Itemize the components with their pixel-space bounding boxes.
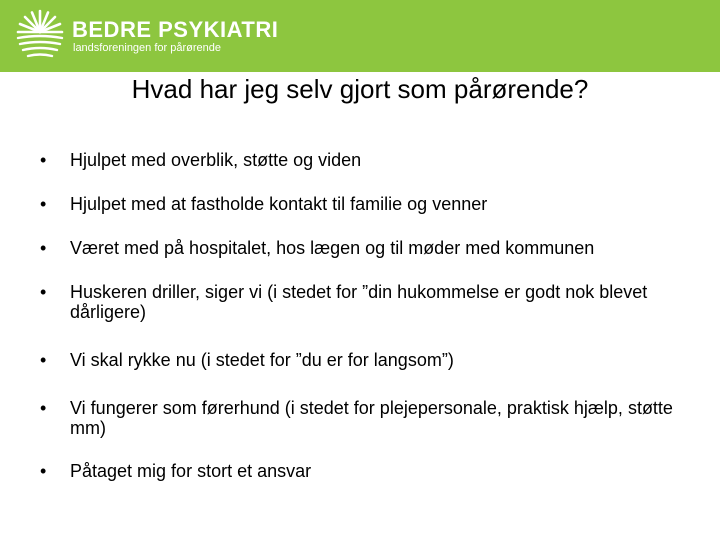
bullet-item <box>40 461 680 481</box>
header-bar <box>0 0 720 72</box>
page-title: Hvad har jeg selv gjort som pårørende? <box>131 74 589 104</box>
bullet-item <box>40 282 680 322</box>
bullet-text: Påtaget mig for stort et ansvar <box>70 461 312 481</box>
bullet-item <box>40 150 680 170</box>
bullet-item <box>40 350 680 370</box>
bullet-dot: • <box>40 194 47 214</box>
bullet-dot: • <box>40 350 47 370</box>
bullet-text: Vi skal rykke nu (i stedet for ”du er for langsom”) <box>70 350 454 370</box>
brand-name: BEDRE PSYKIATRI <box>72 17 279 42</box>
bullet-text: Hjulpet med overblik, støtte og viden <box>70 150 362 170</box>
bullet-dot: • <box>40 461 47 481</box>
bullet-text: Huskeren driller, siger vi (i stedet for ”din hukommelse er godt nok blevet dårligere) <box>70 282 648 322</box>
bullet-item <box>40 194 680 214</box>
bullet-item <box>40 398 680 438</box>
bullet-text: Været med på hospitalet, hos lægen og til møder med kommunen <box>70 238 595 258</box>
bullet-dot: • <box>40 150 47 170</box>
bullet-item <box>40 238 680 258</box>
bullet-text: Hjulpet med at fastholde kontakt til familie og venner <box>70 194 488 214</box>
bullet-dot: • <box>40 282 47 302</box>
bullet-dot: • <box>40 398 47 418</box>
bullet-text: Vi fungerer som førerhund (i stedet for plejepersonale, praktisk hjælp, støtte mm) <box>70 398 673 438</box>
bullet-dot: • <box>40 238 47 258</box>
bullet-list <box>40 150 680 481</box>
brand-subtitle: landsforeningen for pårørende <box>73 42 221 54</box>
sunrise-logo-icon <box>14 8 66 60</box>
